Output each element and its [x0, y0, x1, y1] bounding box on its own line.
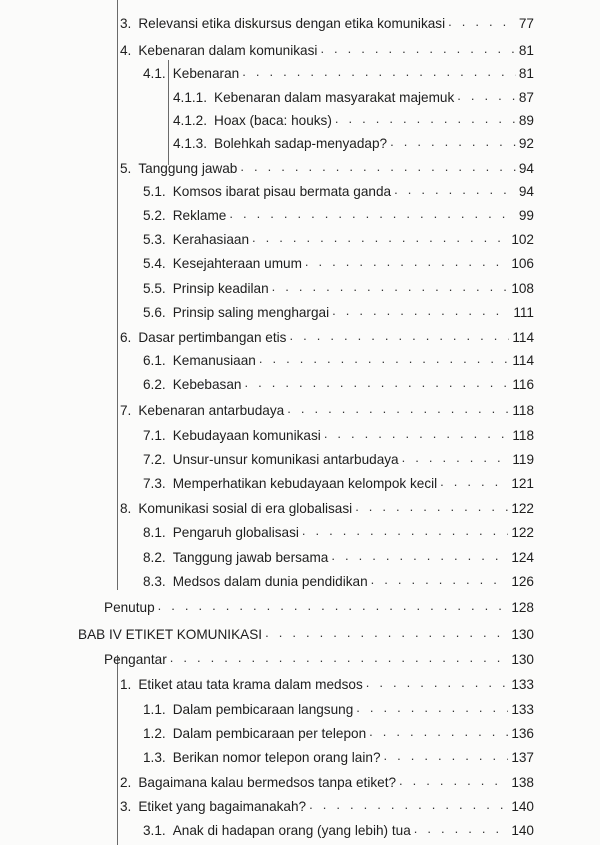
toc-entry: [143, 821, 534, 839]
dot-leader: [158, 598, 509, 614]
toc-entry-page: 121: [511, 476, 534, 491]
dot-leader: [366, 675, 509, 691]
toc-entry: [120, 328, 534, 346]
toc-entry-page: 92: [518, 136, 534, 151]
dot-leader: [369, 724, 508, 740]
toc-entry-title: Dalam pembicaraan langsung: [172, 702, 354, 717]
toc-entry-title: Bagaimana kalau bermedsos tanpa etiket?: [138, 775, 397, 790]
toc-entry-title: Kebenaran antarbudaya: [138, 403, 285, 418]
toc-entry-title: Kemanusiaan: [172, 353, 256, 368]
dot-leader: [244, 375, 509, 391]
toc-entry-title: Kebebasan: [172, 377, 242, 392]
toc-entry: [104, 598, 534, 616]
toc-entry-title: Kesejahteraan umum: [172, 256, 302, 271]
toc-entry-page: 89: [518, 113, 534, 128]
toc-entry: [143, 254, 534, 272]
toc-entry-number: 5.3.: [143, 232, 166, 247]
toc-entry-title: Hoax (baca: houks): [214, 113, 332, 128]
toc-entry-number: 4.1.: [143, 66, 166, 81]
toc-entry-title: Medsos dalam dunia pendidikan: [172, 574, 368, 589]
toc-entry-number: 5.2.: [143, 208, 166, 223]
toc-entry: [120, 773, 534, 791]
toc-entry-page: 128: [511, 600, 534, 615]
toc-entry-number: 5.6.: [143, 305, 166, 320]
toc-entry: [104, 650, 534, 668]
toc-entry-page: 133: [511, 702, 534, 717]
toc-entry-page: 87: [518, 90, 534, 105]
toc-entry-number: 5.1.: [143, 184, 166, 199]
toc-entry-page: 94: [518, 184, 534, 199]
dot-leader: [414, 821, 509, 837]
toc-entry-page: 77: [518, 16, 534, 31]
toc-entry: [143, 375, 534, 393]
toc-entry-page: 133: [511, 677, 534, 692]
toc-entry-number: 5.5.: [143, 281, 166, 296]
dot-leader: [272, 279, 509, 295]
toc-entry-number: 4.1.2.: [173, 113, 208, 128]
toc-entry-number: 2.: [120, 775, 132, 790]
toc-entry-number: 8.2.: [143, 550, 166, 565]
toc-entry: [173, 111, 534, 129]
toc-entry: [173, 134, 534, 152]
toc-entry-page: 136: [511, 726, 534, 741]
toc-entry-page: 122: [511, 525, 534, 540]
toc-entry-page: 124: [511, 550, 534, 565]
toc-entry-title: BAB IV ETIKET KOMUNIKASI: [78, 627, 263, 642]
toc-entry: [143, 230, 534, 248]
toc-entry-page: 114: [512, 330, 534, 345]
toc-entry-page: 137: [511, 750, 534, 765]
toc-entry: [143, 548, 534, 566]
toc-entry-title: Kerahasiaan: [172, 232, 250, 247]
toc-entry-title: Memperhatikan kebudayaan kelompok kecil: [172, 476, 438, 491]
toc-entry-number: 5.: [120, 161, 132, 176]
toc-entry-number: 7.2.: [143, 452, 166, 467]
dot-leader: [331, 548, 508, 564]
toc-entry-number: 7.: [120, 403, 132, 418]
toc-entry-title: Tanggung jawab bersama: [172, 550, 329, 565]
toc-entry-title: Prinsip keadilan: [172, 281, 269, 296]
toc-entry: [143, 426, 534, 444]
toc-entry-page: 99: [518, 208, 534, 223]
toc-entry: [143, 279, 534, 297]
toc-entry-number: 1.1.: [143, 702, 166, 717]
toc-entry-number: 7.3.: [143, 476, 166, 491]
toc-entry-number: 8.1.: [143, 525, 166, 540]
dot-leader: [289, 328, 509, 344]
toc-entry-page: 140: [511, 823, 534, 838]
toc-entry-number: 1.2.: [143, 726, 166, 741]
toc-entry-title: Kebenaran: [172, 66, 240, 81]
toc-entry-number: 1.3.: [143, 750, 166, 765]
toc-entry: [143, 572, 534, 590]
dot-leader: [390, 134, 516, 150]
toc-entry: [120, 675, 534, 693]
toc-entry-title: Penutup: [104, 600, 155, 615]
toc-entry-page: 114: [512, 353, 534, 368]
toc-entry-page: 108: [511, 281, 534, 296]
toc-entry: [120, 159, 534, 177]
toc-entry: [143, 64, 534, 82]
toc-entry-number: 4.1.1.: [173, 90, 208, 105]
toc-entry-title: Dasar pertimbangan etis: [138, 330, 287, 345]
toc-entry-number: 1.: [120, 677, 132, 692]
toc-entry: [120, 401, 534, 419]
toc-entry-title: Pengantar: [104, 652, 167, 667]
dot-leader: [332, 303, 510, 319]
toc-entry: [143, 474, 534, 492]
toc-entry-page: 102: [511, 232, 534, 247]
toc-entry-title: Relevansi etika diskursus dengan etika komunikasi: [138, 16, 446, 31]
toc-entry-number: 8.: [120, 501, 132, 516]
dot-leader: [320, 41, 515, 57]
toc-entry: [78, 625, 534, 643]
toc-entry-title: Pengaruh globalisasi: [172, 525, 299, 540]
dot-leader: [265, 625, 508, 641]
dot-leader: [440, 474, 508, 490]
dot-leader: [457, 88, 516, 104]
toc-entry: [120, 41, 534, 59]
toc-entry: [143, 206, 534, 224]
dot-leader: [170, 650, 509, 666]
toc-entry-number: 4.1.3.: [173, 136, 208, 151]
toc-entry-page: 111: [513, 305, 534, 320]
dot-leader: [259, 351, 510, 367]
toc-entry-page: 118: [512, 403, 534, 418]
toc-entry: [143, 700, 534, 718]
toc-entry-page: 138: [511, 775, 534, 790]
toc-entry-title: Tanggung jawab: [138, 161, 238, 176]
toc-entry-title: Berikan nomor telepon orang lain?: [172, 750, 381, 765]
toc-entry-number: 6.2.: [143, 377, 166, 392]
toc-entry-title: Anak di hadapan orang (yang lebih) tua: [172, 823, 411, 838]
dot-leader: [240, 159, 516, 175]
toc-entry-page: 116: [512, 377, 534, 392]
toc-entry-title: Etiket yang bagaimanakah?: [138, 799, 307, 814]
toc-entry: [173, 88, 534, 106]
toc-entry-page: 106: [511, 256, 534, 271]
toc-entry-title: Bolehkah sadap-menyadap?: [214, 136, 388, 151]
dot-leader: [384, 748, 509, 764]
toc-entry-page: 130: [511, 652, 534, 667]
toc-entry-number: 5.4.: [143, 256, 166, 271]
toc-entry-number: 4.: [120, 43, 132, 58]
dot-leader: [309, 797, 508, 813]
toc-entry-title: Reklame: [172, 208, 227, 223]
toc-entry-page: 140: [511, 799, 534, 814]
toc-entry-number: 3.: [120, 16, 132, 31]
toc-entry-title: Kebenaran dalam komunikasi: [138, 43, 318, 58]
toc-entry-page: 119: [512, 452, 534, 467]
dot-leader: [242, 64, 516, 80]
dot-leader: [371, 572, 509, 588]
toc-entry-title: Dalam pembicaraan per telepon: [172, 726, 367, 741]
dot-leader: [252, 230, 508, 246]
dot-leader: [399, 773, 508, 789]
dot-leader: [448, 14, 516, 30]
toc-entry-number: 6.: [120, 330, 132, 345]
toc-entry-number: 8.3.: [143, 574, 166, 589]
dot-leader: [324, 426, 510, 442]
toc-entry-number: 3.: [120, 799, 132, 814]
dot-leader: [302, 523, 508, 539]
dot-leader: [356, 700, 508, 716]
toc-entry: [120, 797, 534, 815]
toc-entry-title: Komunikasi sosial di era globalisasi: [138, 501, 353, 516]
dot-leader: [287, 401, 509, 417]
toc-entry-page: 122: [511, 501, 534, 516]
toc-entry: [143, 523, 534, 541]
toc-entry-page: 81: [518, 66, 534, 81]
toc-entry: [143, 303, 534, 321]
toc-entry-page: 81: [518, 43, 534, 58]
toc-entry-title: Unsur-unsur komunikasi antarbudaya: [172, 452, 399, 467]
dot-leader: [229, 206, 516, 222]
dot-leader: [394, 182, 516, 198]
dot-leader: [402, 450, 510, 466]
toc-entry: [120, 499, 534, 517]
toc-entry: [120, 14, 534, 32]
toc-entry-page: 126: [511, 574, 534, 589]
dot-leader: [355, 499, 508, 515]
toc-entry-title: Etiket atau tata krama dalam medsos: [138, 677, 363, 692]
toc-entry-title: Kebenaran dalam masyarakat majemuk: [214, 90, 455, 105]
toc-entry: [143, 748, 534, 766]
indent-guide-chapter: [117, 0, 118, 590]
toc-entry-number: 7.1.: [143, 428, 166, 443]
toc-entry-page: 130: [511, 627, 534, 642]
toc-entry-title: Prinsip saling menghargai: [172, 305, 330, 320]
toc-entry: [143, 351, 534, 369]
indent-guide-bab: [117, 655, 118, 845]
toc-entry-page: 94: [518, 161, 534, 176]
toc-entry: [143, 450, 534, 468]
toc-entry: [143, 182, 534, 200]
toc-entry-title: Kebudayaan komunikasi: [172, 428, 321, 443]
dot-leader: [335, 111, 516, 127]
toc-entry: [143, 724, 534, 742]
toc-entry-number: 3.1.: [143, 823, 166, 838]
dot-leader: [305, 254, 508, 270]
toc-entry-page: 118: [512, 428, 534, 443]
toc-entry-title: Komsos ibarat pisau bermata ganda: [172, 184, 392, 199]
toc-entry-number: 6.1.: [143, 353, 166, 368]
